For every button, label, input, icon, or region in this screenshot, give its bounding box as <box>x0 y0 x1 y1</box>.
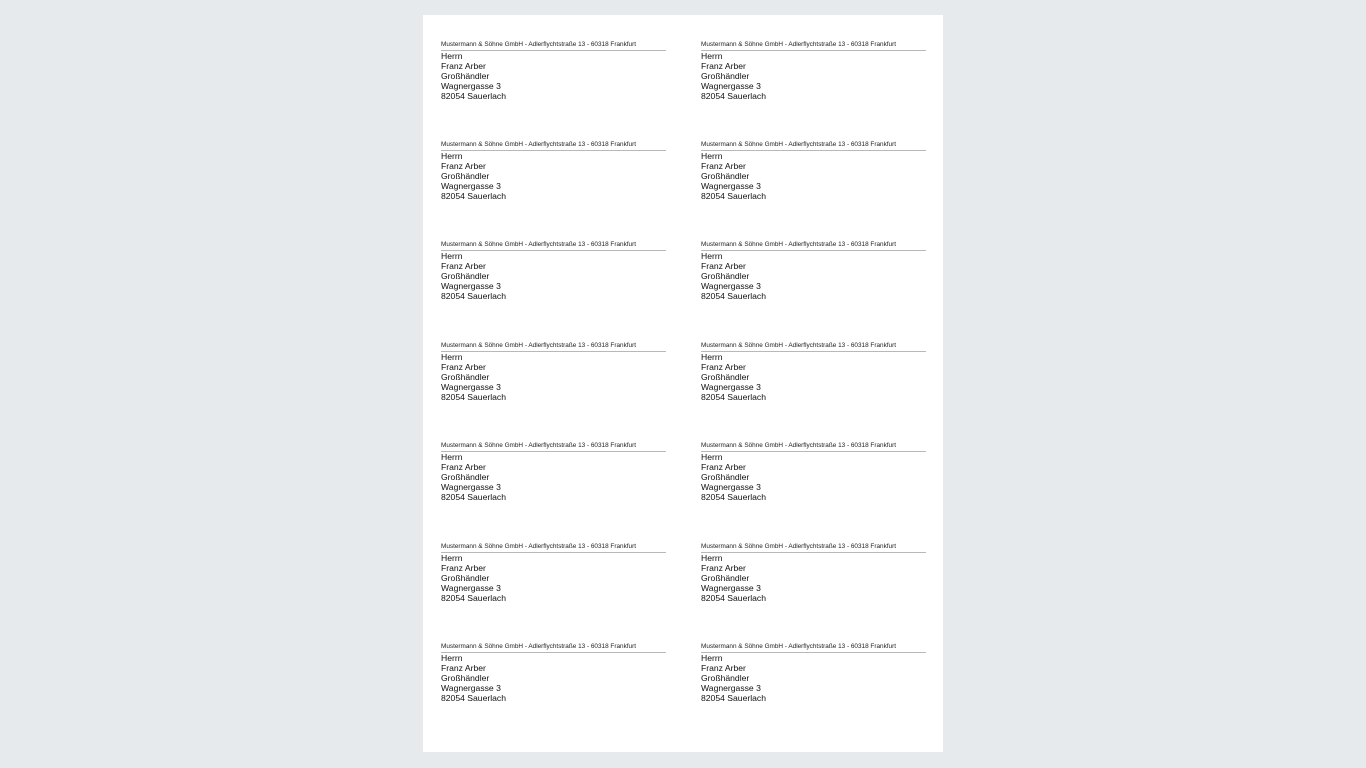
sender-line: Mustermann & Söhne GmbH - Adlerflychtstraße 13 - 60318 Frankfurt <box>441 442 666 452</box>
address-label <box>701 41 926 121</box>
recipient-name: Franz Arber <box>701 61 746 71</box>
recipient-city: 82054 Sauerlach <box>441 191 506 201</box>
recipient-city: 82054 Sauerlach <box>701 392 766 402</box>
recipient-company: Großhändler <box>701 171 750 181</box>
recipient-salutation: Herrn <box>701 151 723 161</box>
recipient-name: Franz Arber <box>701 161 746 171</box>
recipient-city: 82054 Sauerlach <box>701 191 766 201</box>
recipient-company: Großhändler <box>441 573 490 583</box>
recipient-street: Wagnergasse 3 <box>701 81 761 91</box>
sender-line: Mustermann & Söhne GmbH - Adlerflychtstraße 13 - 60318 Frankfurt <box>701 643 926 653</box>
recipient-address <box>441 452 666 502</box>
recipient-city: 82054 Sauerlach <box>441 693 506 703</box>
recipient-name: Franz Arber <box>441 462 486 472</box>
recipient-salutation: Herrn <box>441 151 463 161</box>
recipient-company: Großhändler <box>701 71 750 81</box>
recipient-name: Franz Arber <box>701 462 746 472</box>
recipient-street: Wagnergasse 3 <box>441 382 501 392</box>
sender-line: Mustermann & Söhne GmbH - Adlerflychtstraße 13 - 60318 Frankfurt <box>441 41 666 51</box>
recipient-street: Wagnergasse 3 <box>701 382 761 392</box>
address-label <box>441 41 666 121</box>
label-sheet-page <box>423 15 943 752</box>
recipient-salutation: Herrn <box>441 653 463 663</box>
recipient-city: 82054 Sauerlach <box>701 693 766 703</box>
recipient-salutation: Herrn <box>701 251 723 261</box>
recipient-salutation: Herrn <box>441 352 463 362</box>
recipient-salutation: Herrn <box>701 553 723 563</box>
address-label <box>701 643 926 723</box>
recipient-city: 82054 Sauerlach <box>701 492 766 502</box>
address-label <box>701 241 926 321</box>
recipient-city: 82054 Sauerlach <box>701 593 766 603</box>
address-label <box>441 442 666 522</box>
recipient-city: 82054 Sauerlach <box>701 91 766 101</box>
address-label <box>701 141 926 221</box>
recipient-street: Wagnergasse 3 <box>701 683 761 693</box>
recipient-street: Wagnergasse 3 <box>701 181 761 191</box>
recipient-address <box>441 151 666 201</box>
sender-line: Mustermann & Söhne GmbH - Adlerflychtstraße 13 - 60318 Frankfurt <box>441 543 666 553</box>
recipient-street: Wagnergasse 3 <box>701 281 761 291</box>
address-label <box>701 442 926 522</box>
recipient-name: Franz Arber <box>441 261 486 271</box>
recipient-street: Wagnergasse 3 <box>441 81 501 91</box>
sender-line: Mustermann & Söhne GmbH - Adlerflychtstraße 13 - 60318 Frankfurt <box>701 342 926 352</box>
recipient-name: Franz Arber <box>441 61 486 71</box>
recipient-salutation: Herrn <box>701 51 723 61</box>
recipient-address <box>701 251 926 301</box>
recipient-name: Franz Arber <box>701 362 746 372</box>
recipient-address <box>441 653 666 703</box>
sender-line: Mustermann & Söhne GmbH - Adlerflychtstraße 13 - 60318 Frankfurt <box>701 141 926 151</box>
recipient-company: Großhändler <box>441 71 490 81</box>
sender-line: Mustermann & Söhne GmbH - Adlerflychtstraße 13 - 60318 Frankfurt <box>441 241 666 251</box>
recipient-salutation: Herrn <box>701 653 723 663</box>
address-label <box>701 543 926 623</box>
recipient-city: 82054 Sauerlach <box>441 593 506 603</box>
recipient-name: Franz Arber <box>441 663 486 673</box>
recipient-name: Franz Arber <box>701 563 746 573</box>
recipient-city: 82054 Sauerlach <box>701 291 766 301</box>
recipient-address <box>701 452 926 502</box>
recipient-address <box>701 553 926 603</box>
recipient-company: Großhändler <box>701 271 750 281</box>
recipient-street: Wagnergasse 3 <box>441 683 501 693</box>
recipient-street: Wagnergasse 3 <box>441 482 501 492</box>
recipient-company: Großhändler <box>441 271 490 281</box>
address-label <box>441 643 666 723</box>
recipient-salutation: Herrn <box>701 452 723 462</box>
address-label <box>441 342 666 422</box>
recipient-company: Großhändler <box>441 472 490 482</box>
recipient-street: Wagnergasse 3 <box>441 583 501 593</box>
recipient-name: Franz Arber <box>441 161 486 171</box>
sender-line: Mustermann & Söhne GmbH - Adlerflychtstraße 13 - 60318 Frankfurt <box>441 643 666 653</box>
sender-line: Mustermann & Söhne GmbH - Adlerflychtstraße 13 - 60318 Frankfurt <box>701 41 926 51</box>
recipient-name: Franz Arber <box>701 261 746 271</box>
recipient-company: Großhändler <box>441 372 490 382</box>
recipient-address <box>701 151 926 201</box>
recipient-name: Franz Arber <box>441 563 486 573</box>
recipient-company: Großhändler <box>701 472 750 482</box>
sender-line: Mustermann & Söhne GmbH - Adlerflychtstraße 13 - 60318 Frankfurt <box>441 141 666 151</box>
sender-line: Mustermann & Söhne GmbH - Adlerflychtstraße 13 - 60318 Frankfurt <box>701 241 926 251</box>
recipient-company: Großhändler <box>441 171 490 181</box>
recipient-street: Wagnergasse 3 <box>701 482 761 492</box>
recipient-city: 82054 Sauerlach <box>441 492 506 502</box>
address-label <box>441 241 666 321</box>
sender-line: Mustermann & Söhne GmbH - Adlerflychtstraße 13 - 60318 Frankfurt <box>441 342 666 352</box>
recipient-name: Franz Arber <box>441 362 486 372</box>
recipient-city: 82054 Sauerlach <box>441 291 506 301</box>
recipient-company: Großhändler <box>441 673 490 683</box>
recipient-address <box>441 51 666 101</box>
recipient-name: Franz Arber <box>701 663 746 673</box>
recipient-city: 82054 Sauerlach <box>441 392 506 402</box>
recipient-address <box>441 251 666 301</box>
recipient-address <box>701 51 926 101</box>
recipient-address <box>701 653 926 703</box>
recipient-address <box>441 553 666 603</box>
recipient-company: Großhändler <box>701 573 750 583</box>
address-label <box>441 141 666 221</box>
recipient-company: Großhändler <box>701 673 750 683</box>
recipient-address <box>441 352 666 402</box>
recipient-street: Wagnergasse 3 <box>441 181 501 191</box>
recipient-salutation: Herrn <box>441 251 463 261</box>
recipient-salutation: Herrn <box>441 51 463 61</box>
recipient-street: Wagnergasse 3 <box>441 281 501 291</box>
recipient-city: 82054 Sauerlach <box>441 91 506 101</box>
recipient-address <box>701 352 926 402</box>
address-label <box>701 342 926 422</box>
sender-line: Mustermann & Söhne GmbH - Adlerflychtstraße 13 - 60318 Frankfurt <box>701 543 926 553</box>
recipient-salutation: Herrn <box>701 352 723 362</box>
recipient-salutation: Herrn <box>441 553 463 563</box>
address-label <box>441 543 666 623</box>
recipient-salutation: Herrn <box>441 452 463 462</box>
recipient-company: Großhändler <box>701 372 750 382</box>
sender-line: Mustermann & Söhne GmbH - Adlerflychtstraße 13 - 60318 Frankfurt <box>701 442 926 452</box>
recipient-street: Wagnergasse 3 <box>701 583 761 593</box>
